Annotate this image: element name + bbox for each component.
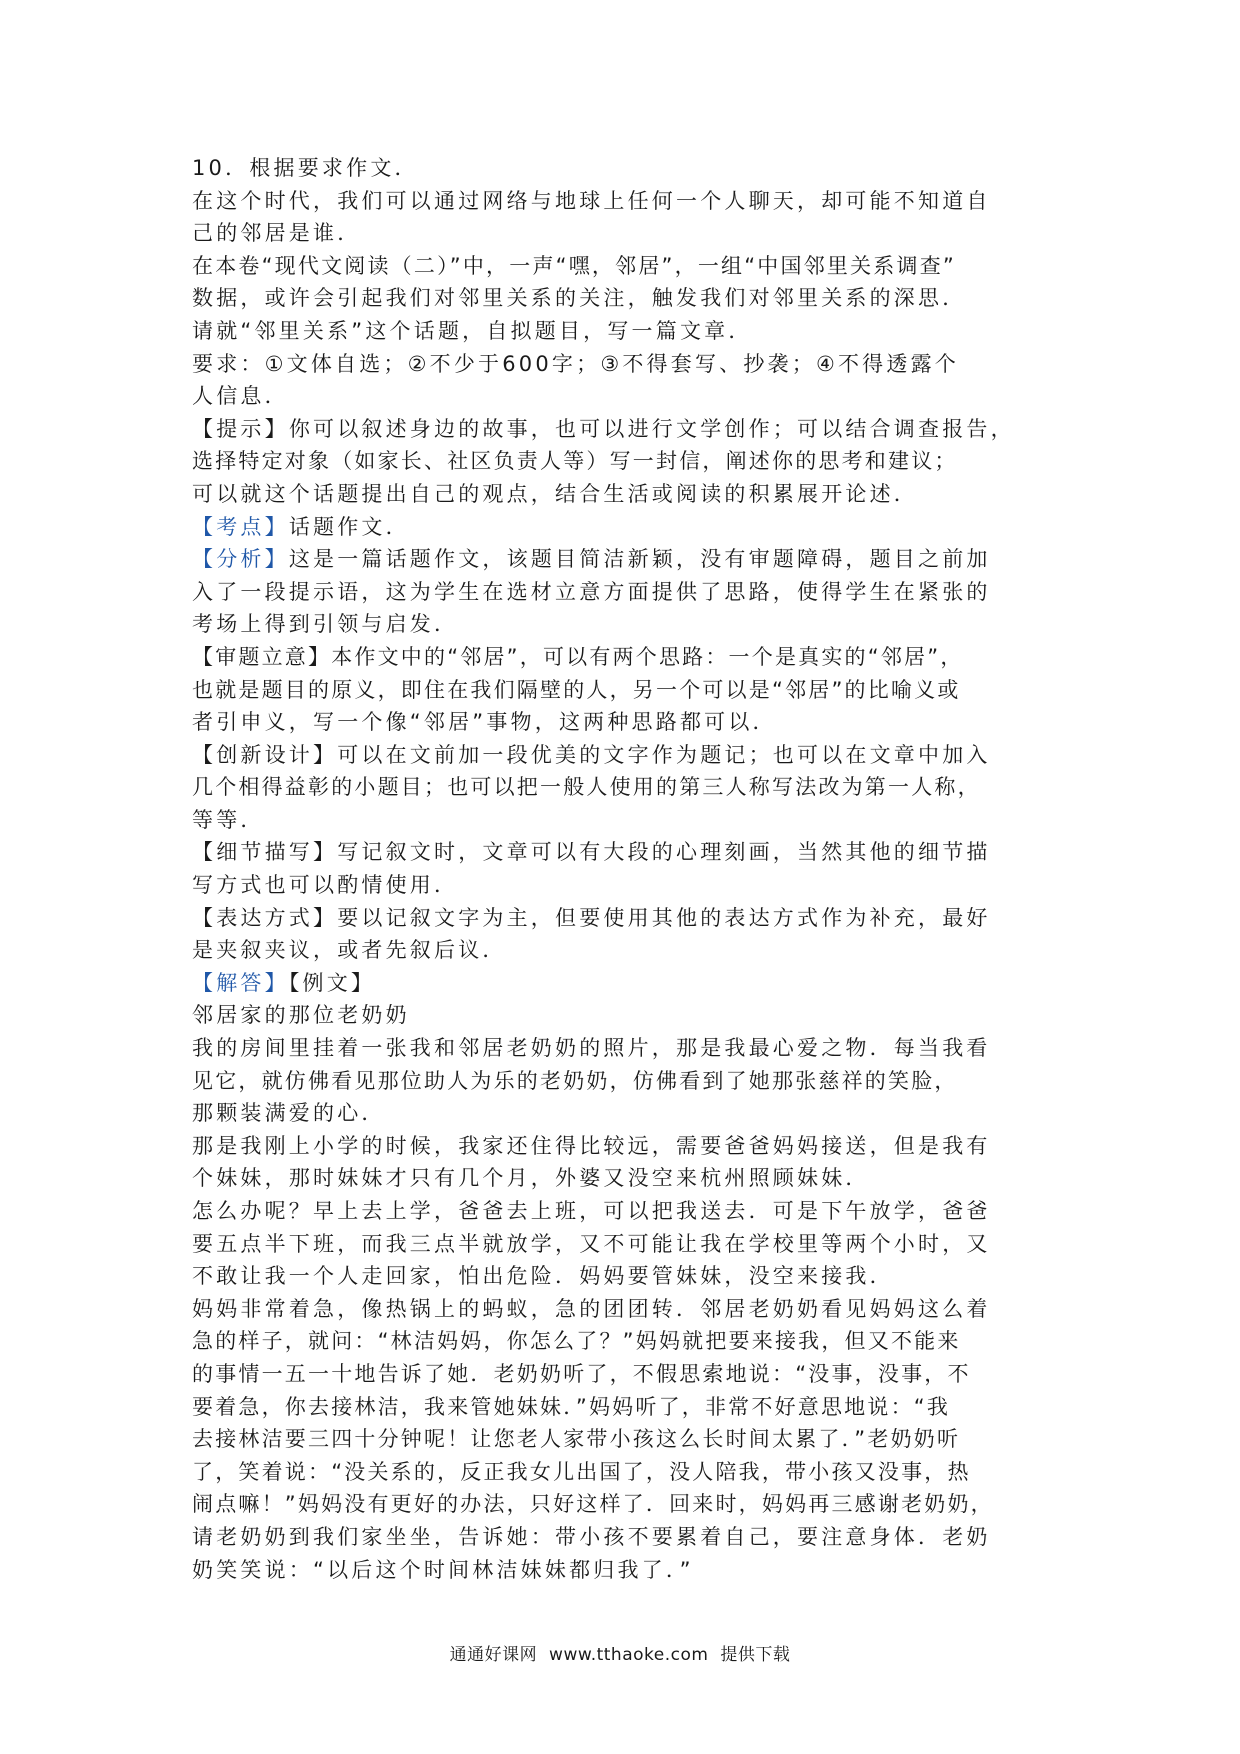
essay-line: 那颗装满爱的心．	[192, 1101, 386, 1126]
essay-line: 的事情一五一十地告诉了她．老奶奶听了，不假思索地说：“没事，没事，不	[192, 1361, 971, 1386]
essay-title: 邻居家的那位老奶奶	[192, 1003, 410, 1028]
hint-line	[192, 413, 1052, 446]
chuangxin-line	[192, 739, 1052, 772]
prompt-line: 请就“邻里关系”这个话题，自拟题目，写一篇文章．	[192, 318, 753, 343]
essay-line: 我的房间里挂着一张我和邻居老奶奶的照片，那是我最心爱之物．每当我看	[192, 1036, 991, 1061]
shenti-label: 【审题立意】	[192, 644, 332, 669]
kaodian-label: 【考点】	[192, 514, 289, 539]
essay-line: 请老奶奶到我们家坐坐，告诉她：带小孩不要累着自己，要注意身体．老奶	[192, 1524, 991, 1549]
prompt-line: 己的邻居是谁．	[192, 221, 362, 246]
essay-line: 妈妈非常着急，像热锅上的蚂蚁，急的团团转．邻居老奶奶看见妈妈这么着	[192, 1296, 991, 1321]
document-content	[192, 152, 1052, 1586]
jieda-label: 【解答】	[192, 970, 289, 995]
fenxi-line: 考场上得到引领与启发．	[192, 612, 459, 637]
essay-line: 闹点嘛！”妈妈没有更好的办法，只好这样了．回来时，妈妈再三感谢老奶奶，	[192, 1492, 994, 1517]
footer-site-name: 通通好课网	[449, 1645, 538, 1665]
chuangxin-line: 几个相得益彰的小题目；也可以把一般人使用的第三人称写法改为第一人称，	[192, 775, 981, 800]
fenxi-line	[192, 543, 1052, 576]
essay-line: 要着急，你去接林洁，我来管她妹妹．”妈妈听了，非常不好意思地说：“我	[192, 1394, 951, 1419]
essay-line: 急的样子，就问：“林洁妈妈，你怎么了？”妈妈就把要来接我，但又不能来	[192, 1329, 961, 1354]
hint-text: 你可以叙述身边的故事，也可以进行文学创作；可以结合调查报告，	[288, 416, 1015, 441]
biaoda-line	[192, 902, 1052, 935]
jieda-line	[192, 967, 1052, 1000]
chuangxin-label: 【创新设计】	[192, 742, 338, 767]
fenxi-line: 入了一段提示语，这为学生在选材立意方面提供了思路，使得学生在紧张的	[192, 579, 991, 604]
footer-url: www.tthaoke.com	[549, 1645, 709, 1665]
biaoda-text: 要以记叙文字为主，但要使用其他的表达方式作为补充，最好	[337, 905, 991, 930]
kaodian-text: 话题作文．	[288, 514, 410, 539]
essay-line: 个妹妹，那时妹妹才只有几个月，外婆又没空来杭州照顾妹妹．	[192, 1166, 870, 1191]
shenti-line: 也就是题目的原义，即住在我们隔壁的人，另一个可以是“邻居”的比喻义或	[192, 677, 961, 702]
chuangxin-text: 可以在文前加一段优美的文字作为题记；也可以在文章中加入	[337, 742, 991, 767]
biaoda-line: 是夹叙夹议，或者先叙后议．	[192, 938, 507, 963]
essay-line: 怎么办呢？早上去上学，爸爸去上班，可以把我送去．可是下午放学，爸爸	[192, 1199, 991, 1223]
essay-line: 奶笑笑说：“以后这个时间林洁妹妹都归我了．”	[192, 1557, 694, 1582]
shenti-line: 者引申义，写一个像“邻居”事物，这两种思路都可以．	[192, 710, 777, 735]
requirement-line: 要求：①文体自选；②不少于600字；③不得套写、抄袭；④不得透露个	[192, 351, 959, 376]
prompt-line: 在本卷“现代文阅读（二）”中，一声“嘿，邻居”，一组“中国邻里关系调查”	[192, 253, 956, 278]
kaodian-line	[192, 511, 1052, 544]
hint-line: 选择特定对象（如家长、社区负责人等）写一封信，阐述你的思考和建议；	[192, 449, 958, 474]
prompt-line: 数据，或许会引起我们对邻里关系的关注，触发我们对邻里关系的深思．	[192, 286, 967, 311]
example-label: 【例文】	[288, 970, 376, 995]
biaoda-label: 【表达方式】	[192, 905, 338, 930]
footer-suffix: 提供下载	[720, 1645, 791, 1665]
shenti-text: 本作文中的“邻居”，可以有两个思路：一个是真实的“邻居”，	[331, 644, 964, 669]
hint-line: 可以就这个话题提出自己的观点，结合生活或阅读的积累展开论述．	[192, 481, 918, 506]
hint-label: 【提示】	[192, 416, 289, 441]
question-heading: 10．根据要求作文．	[192, 156, 419, 180]
xijie-line	[192, 836, 1052, 869]
essay-line: 不敢让我一个人走回家，怕出危险．妈妈要管妹妹，没空来接我．	[192, 1264, 894, 1289]
fenxi-label: 【分析】	[192, 547, 289, 572]
xijie-line: 写方式也可以酌情使用．	[192, 873, 459, 898]
requirement-line: 人信息．	[192, 384, 289, 409]
shenti-line	[192, 641, 1052, 674]
essay-line: 见它，就仿佛看见那位助人为乐的老奶奶，仿佛看到了她那张慈祥的笑脸，	[192, 1068, 958, 1093]
prompt-line: 在这个时代，我们可以通过网络与地球上任何一个人聊天，却可能不知道自	[192, 188, 991, 213]
xijie-label: 【细节描写】	[192, 840, 338, 865]
essay-line: 去接林洁要三四十分钟呢！让您老人家带小孩这么长时间太累了．”老奶奶听	[192, 1427, 961, 1452]
essay-line: 了，笑着说：“没关系的，反正我女儿出国了，没人陪我，带小孩又没事，热	[192, 1459, 971, 1484]
chuangxin-line: 等等．	[192, 807, 265, 832]
page-footer	[0, 1640, 1240, 1665]
xijie-text: 写记叙文时，文章可以有大段的心理刻画，当然其他的细节描	[337, 840, 991, 865]
essay-line: 那是我刚上小学的时候，我家还住得比较远，需要爸爸妈妈接送，但是我有	[192, 1133, 991, 1158]
fenxi-text: 这是一篇话题作文，该题目简洁新颖，没有审题障碍，题目之前加	[288, 547, 991, 572]
essay-line: 要五点半下班，而我三点半就放学，又不可能让我在学校里等两个小时，又	[192, 1231, 991, 1256]
